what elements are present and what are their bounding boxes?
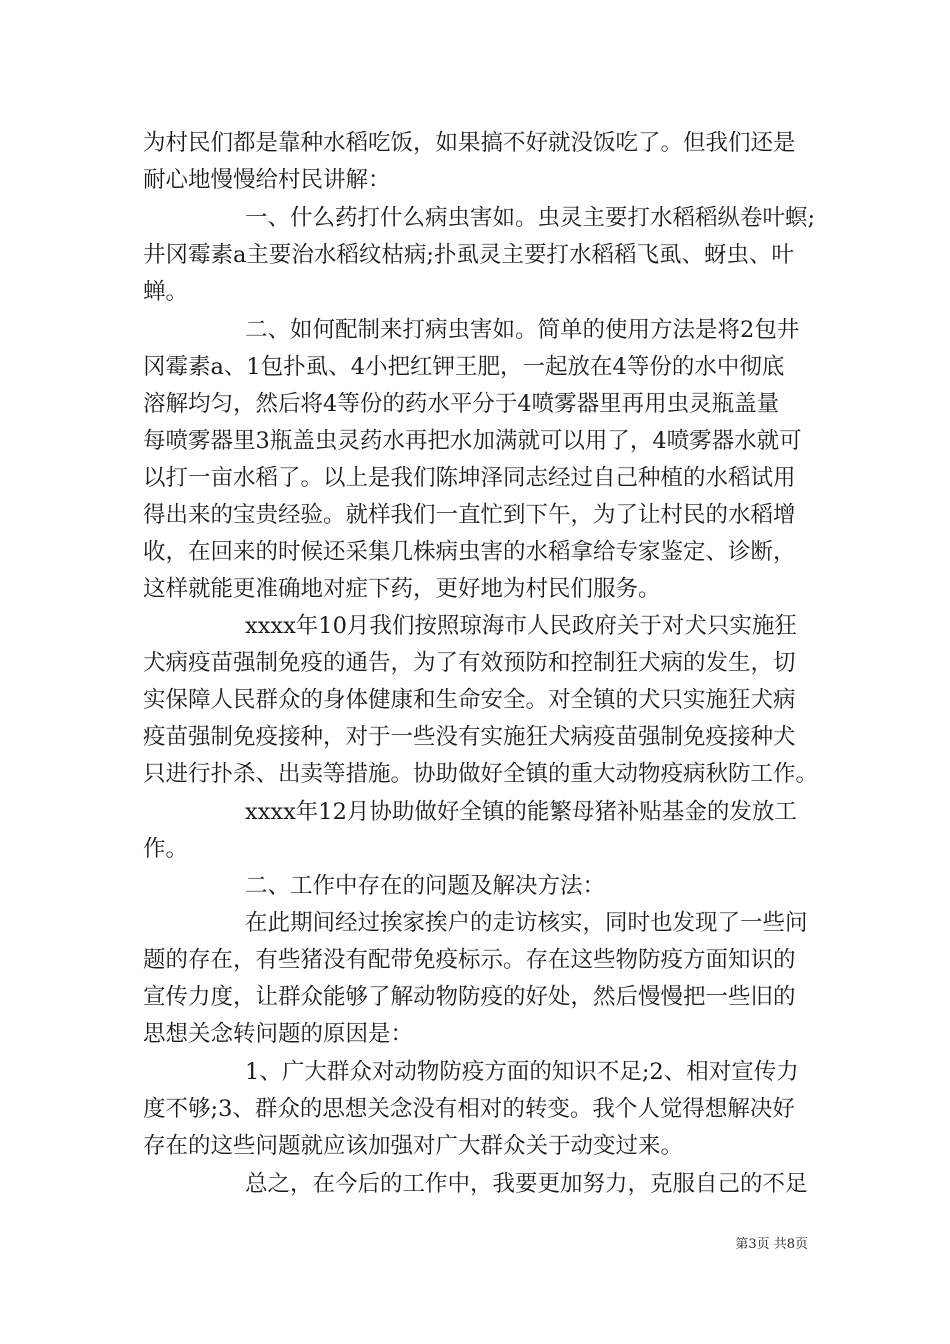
- page-number: 第3页 共8页: [735, 1237, 808, 1252]
- text-line: 题的存在，有些猪没有配带免疫标示。存在这些物防疫方面知识的: [143, 947, 796, 973]
- text-line: 收，在回来的时候还采集几株病虫害的水稻拿给专家鉴定、诊断，: [143, 539, 796, 565]
- text-line: 冈霉素a、1包扑虱、4小把红钾王肥，一起放在4等份的水中彻底: [143, 354, 785, 380]
- text-line: 以打一亩水稻了。以上是我们陈坤泽同志经过自己种植的水稻试用: [143, 465, 796, 491]
- section-heading: 二、工作中存在的问题及解决方法：: [245, 873, 606, 899]
- text-line: 蝉。: [143, 279, 189, 305]
- text-line: xxxx年12月协助做好全镇的能繁母猪补贴基金的发放工: [245, 799, 797, 825]
- text-line: 溶解均匀，然后将4等份的药水平分于4喷雾器里再用虫灵瓶盖量: [143, 391, 780, 417]
- text-line: 得出来的宝贵经验。就样我们一直忙到下午，为了让村民的水稻增: [143, 502, 796, 528]
- text-line: 每喷雾器里3瓶盖虫灵药水再把水加满就可以用了，4喷雾器水就可: [143, 428, 802, 454]
- text-line: 思想关念转问题的原因是：: [143, 1021, 414, 1047]
- text-line: 1、广大群众对动物防疫方面的知识不足;2、相对宣传力: [245, 1059, 799, 1085]
- text-line: 存在的这些问题就应该加强对广大群众关于动变过来。: [143, 1133, 684, 1159]
- text-line: 这样就能更准确地对症下药，更好地为村民们服务。: [143, 576, 661, 602]
- text-line: 只进行扑杀、出卖等措施。协助做好全镇的重大动物疫病秋防工作。: [143, 761, 819, 787]
- text-line: 实保障人民群众的身体健康和生命安全。对全镇的犬只实施狂犬病: [143, 687, 796, 713]
- text-line: 作。: [143, 836, 189, 862]
- text-line: 在此期间经过挨家挨户的走访核实，同时也发现了一些问: [245, 910, 808, 936]
- text-line: 度不够;3、群众的思想关念没有相对的转变。我个人觉得想解决好: [143, 1096, 795, 1122]
- text-line: 一、什么药打什么病虫害如。虫灵主要打水稻稻纵卷叶螟;: [245, 205, 816, 231]
- text-line: 犬病疫苗强制免疫的通告，为了有效预防和控制狂犬病的发生，切: [143, 650, 796, 676]
- text-line: 疫苗强制免疫接种，对于一些没有实施狂犬病疫苗强制免疫接种犬: [143, 724, 796, 750]
- text-line: xxxx年10月我们按照琼海市人民政府关于对犬只实施狂: [245, 613, 797, 639]
- text-line: 总之，在今后的工作中，我要更加努力，克服自己的不足: [245, 1171, 808, 1197]
- text-line: 宣传力度，让群众能够了解动物防疫的好处，然后慢慢把一些旧的: [143, 984, 796, 1010]
- text-line: 为村民们都是靠种水稻吃饭，如果搞不好就没饭吃了。但我们还是: [143, 130, 796, 156]
- text-line: 耐心地慢慢给村民讲解：: [143, 167, 391, 193]
- text-line: 井冈霉素a主要治水稻纹枯病;扑虱灵主要打水稻稻飞虱、蚜虫、叶: [143, 242, 794, 268]
- text-line: 二、如何配制来打病虫害如。简单的使用方法是将2包井: [245, 317, 800, 343]
